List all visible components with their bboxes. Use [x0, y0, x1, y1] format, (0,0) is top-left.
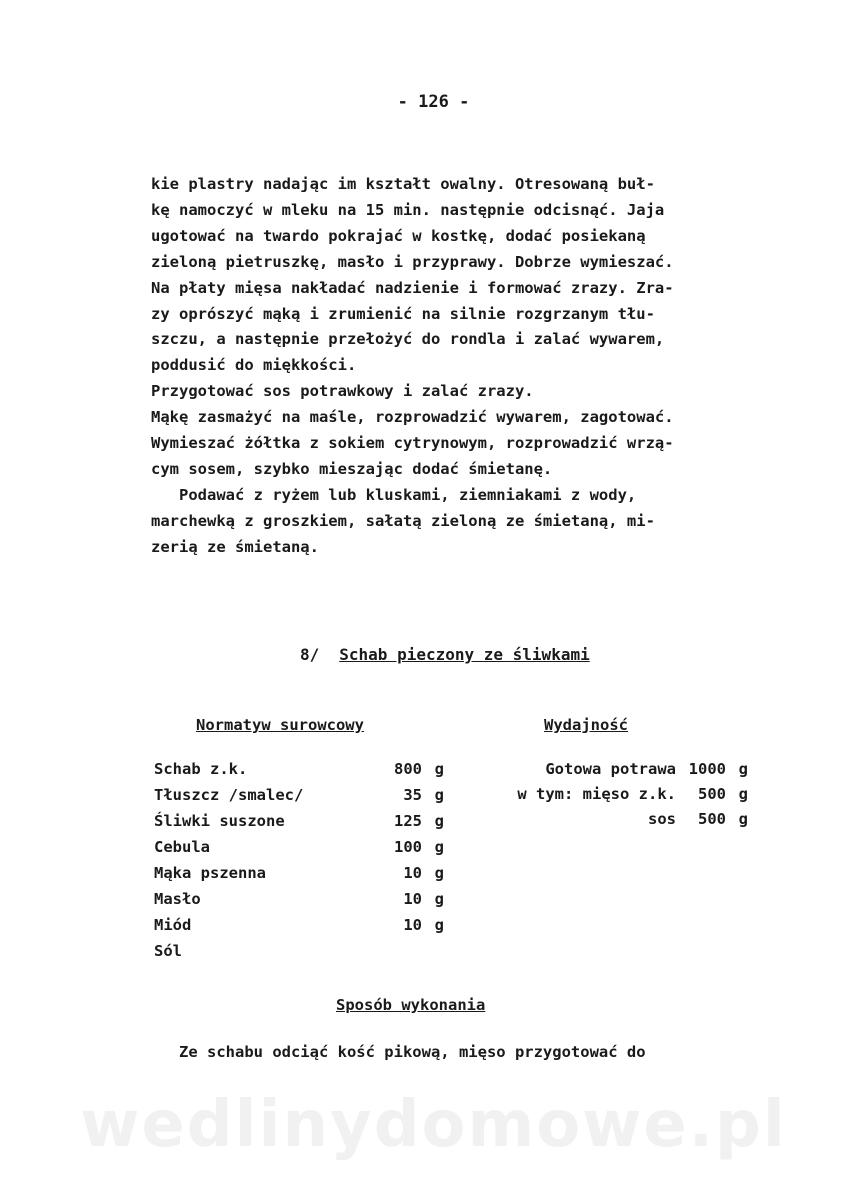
intro-line: poddusić do miękkości.	[151, 356, 357, 375]
intro-line: Wymieszać żółtka z sokiem cytrynowym, rozprowadzić wrzą-	[151, 434, 674, 453]
intro-line: Przygotować sos potrawkowy i zalać zrazy.	[151, 382, 534, 401]
ingredient-qty: 125	[394, 812, 422, 830]
ingredient-unit: g	[434, 838, 444, 856]
ingredient-name: Tłuszcz /smalec/	[154, 786, 304, 804]
ingredient-row	[154, 864, 444, 890]
ingredient-qty: 10	[403, 916, 422, 934]
ingredients-heading: Normatyw surowcowy	[196, 716, 364, 734]
ingredient-row	[154, 916, 444, 942]
recipe-title	[300, 645, 590, 664]
intro-line: marchewką z groszkiem, sałatą zieloną ze śmietaną, mi-	[151, 511, 655, 530]
ingredient-unit: g	[434, 760, 444, 778]
yield-unit: g	[738, 760, 748, 778]
ingredient-row	[154, 942, 444, 968]
ingredient-name: Masło	[154, 890, 201, 908]
intro-paragraph	[151, 172, 751, 561]
intro-line: kę namoczyć w mleku na 15 min. następnie odcisnąć. Jaja	[151, 200, 665, 219]
recipe-title-text: Schab pieczony ze śliwkami	[339, 645, 590, 664]
yield-row	[490, 810, 748, 836]
ingredient-unit: g	[434, 786, 444, 804]
intro-line: Podawać z ryżem lub kluskami, ziemniakami z wody,	[151, 485, 637, 504]
yield-unit: g	[738, 785, 748, 803]
ingredient-name: Cebula	[154, 838, 210, 856]
yield-label: w tym: mięso z.k.	[517, 785, 676, 803]
yield-qty: 500	[698, 810, 726, 828]
ingredient-row	[154, 838, 444, 864]
ingredient-name: Miód	[154, 916, 192, 934]
ingredient-row	[154, 760, 444, 786]
method-line: Ze schabu odciąć kość pikową, mięso przygotować do	[151, 1043, 646, 1061]
page-number: - 126 -	[397, 92, 470, 112]
yield-row	[490, 760, 748, 786]
intro-line: Mąkę zasmażyć na maśle, rozprowadzić wywarem, zagotować.	[151, 408, 674, 427]
yield-qty: 500	[698, 785, 726, 803]
ingredient-name: Śliwki suszone	[154, 812, 285, 830]
intro-line: szczu, a następnie przełożyć do rondla i zalać wywarem,	[151, 330, 665, 349]
intro-line: cym sosem, szybko mieszając dodać śmietanę.	[151, 459, 553, 478]
ingredient-name: Schab z.k.	[154, 760, 248, 778]
ingredient-qty: 10	[403, 890, 422, 908]
ingredient-qty: 10	[403, 864, 422, 882]
recipe-number: 8/	[300, 645, 320, 664]
ingredient-row	[154, 812, 444, 838]
intro-line: zieloną pietruszkę, masło i przyprawy. Dobrze wymieszać.	[151, 252, 674, 271]
ingredient-row	[154, 786, 444, 812]
yield-row	[490, 785, 748, 811]
intro-line: kie plastry nadając im kształt owalny. Otresowaną buł-	[151, 175, 655, 193]
yield-label: sos	[648, 810, 676, 828]
ingredient-unit: g	[434, 864, 444, 882]
method-heading: Sposób wykonania	[336, 996, 486, 1014]
ingredient-row	[154, 890, 444, 916]
ingredient-unit: g	[434, 916, 444, 934]
yield-unit: g	[738, 810, 748, 828]
watermark: wedlinydomowe.pl	[80, 1088, 787, 1162]
ingredient-name: Sól	[154, 942, 182, 960]
yield-qty: 1000	[688, 760, 726, 778]
ingredient-name: Mąka pszenna	[154, 864, 266, 882]
method-paragraph	[151, 1040, 751, 1066]
intro-line: ugotować na twardo pokrajać w kostkę, dodać posiekaną	[151, 226, 646, 245]
ingredient-qty: 100	[394, 838, 422, 856]
ingredient-unit: g	[434, 890, 444, 908]
ingredient-unit: g	[434, 812, 444, 830]
intro-line: Na płaty mięsa nakładać nadzienie i formować zrazy. Zra-	[151, 278, 674, 297]
yield-label: Gotowa potrawa	[545, 760, 676, 778]
yield-heading: Wydajność	[544, 716, 628, 734]
ingredient-qty: 800	[394, 760, 422, 778]
ingredient-qty: 35	[403, 786, 422, 804]
intro-line: zy oprószyć mąką i zrumienić na silnie rozgrzanym tłu-	[151, 304, 655, 323]
intro-line: zerią ze śmietaną.	[151, 537, 319, 556]
